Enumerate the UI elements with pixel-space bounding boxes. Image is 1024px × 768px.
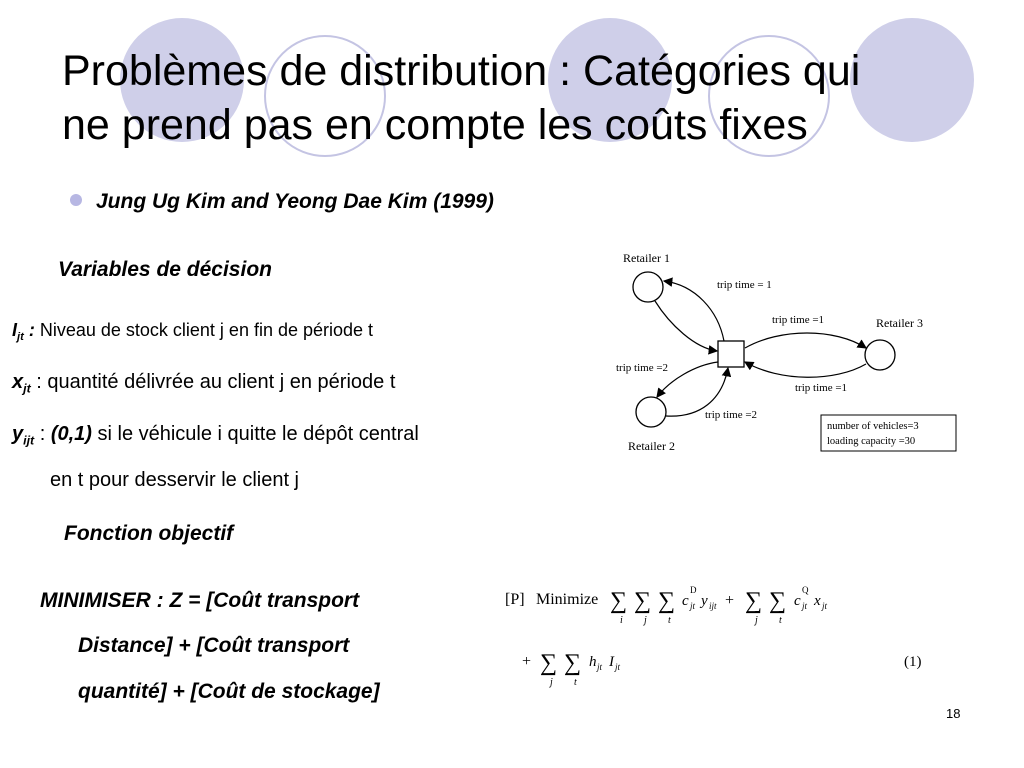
y-symbol: y [12,423,24,445]
y-binary: (0,1) [50,423,92,445]
equation-number: (1) [904,654,922,670]
trip-time-3-bottom-label: trip time =1 [795,382,848,394]
loading-capacity-text: loading capacity =30 [827,436,916,447]
holding-cost-h: h [589,654,597,670]
sum-symbol: ∑ [634,588,652,614]
objective-formula [500,578,940,688]
inventory-i: I [609,654,614,670]
objective-line-1: MINIMISER : Z = [Coût transport [40,589,360,612]
trip-time-4-label: trip time =2 [705,409,758,421]
slide-title [62,44,860,152]
sum-index-t: t [779,615,782,626]
cost-c-q: c [794,593,801,609]
page-number: 18 [946,706,961,721]
retailer-2-label: Retailer 2 [628,439,675,453]
cost-c-d-sup: D [690,585,697,595]
var-x-sub: jt [822,601,828,611]
vehicle-count-text: number of vehicles=3 [827,421,919,432]
sum-index-t: t [574,677,577,688]
inventory-i-sub: jt [615,662,621,672]
var-x: x [814,593,821,609]
x-symbol: x [12,371,24,393]
variable-y-symbol [12,423,35,448]
sum-symbol: ∑ [658,588,676,614]
formula-label: [P] [505,591,525,608]
variable-i-definition [12,320,373,343]
network-diagram [600,240,970,460]
sum-symbol: ∑ [610,588,628,614]
i-separator: : [23,320,40,340]
variable-i-symbol [12,320,40,343]
x-subscript: jt [23,381,31,396]
trip-time-2-label: trip time =2 [616,362,669,374]
trip-time-1-label: trip time = 1 [717,279,772,291]
cost-c-d-sub: jt [690,601,696,611]
sum-symbol: ∑ [769,588,787,614]
plus-sign: + [725,592,735,609]
i-description: Niveau de stock client j en fin de période t [39,320,374,340]
var-y: y [701,593,708,609]
trip-time-3-top-label: trip time =1 [772,314,825,326]
sum-index-t: t [668,615,671,626]
x-description: : quantité délivrée au client j en période t [30,371,396,393]
plus-sign: + [522,653,532,670]
deco-circle-filled [850,18,974,142]
objective-line-2: Distance] + [Coût transport [78,634,350,657]
variable-x-symbol [12,371,31,396]
sum-index-j: j [755,615,758,626]
retailer-3-label: Retailer 3 [876,316,923,330]
retailer-1-label: Retailer 1 [623,251,670,265]
y-description: si le véhicule i quitte le dépôt central [91,423,419,445]
variable-x-definition [12,371,395,395]
retailer-2-node [636,397,666,427]
reference-bullet [70,190,494,214]
objective-line-3: quantité] + [Coût de stockage] [78,680,380,703]
sum-index-j: j [644,615,647,626]
sum-index-i: i [620,615,623,626]
title-line-1: Problèmes de distribution : Catégories qui [62,47,861,95]
variable-y-definition [12,423,419,447]
sum-symbol: ∑ [564,650,582,676]
i-symbol: I [12,320,18,340]
y-separator: : [34,423,51,445]
i-subscript: jt [17,330,24,343]
sum-symbol: ∑ [745,588,763,614]
cost-c-q-sup: Q [802,585,809,595]
depot-node [718,341,744,367]
sum-index-j: j [550,677,553,688]
y-subscript: ijt [23,433,35,448]
var-y-sub: ijt [709,601,717,611]
reference-text: Jung Ug Kim and Yeong Dae Kim (1999) [96,190,494,213]
retailer-3-node [865,340,895,370]
objective-heading: Fonction objectif [64,522,234,545]
variables-heading: Variables de décision [58,258,272,281]
retailer-1-node [633,272,663,302]
bullet-dot-icon [70,194,82,206]
y-description-continued: en t pour desservir le client j [50,469,300,491]
sum-symbol: ∑ [540,650,558,676]
cost-c-d: c [682,593,689,609]
cost-c-q-sub: jt [802,601,808,611]
title-line-2: ne prend pas en compte les coûts fixes [62,101,808,149]
formula-minimize: Minimize [536,591,599,608]
holding-cost-h-sub: jt [597,662,603,672]
